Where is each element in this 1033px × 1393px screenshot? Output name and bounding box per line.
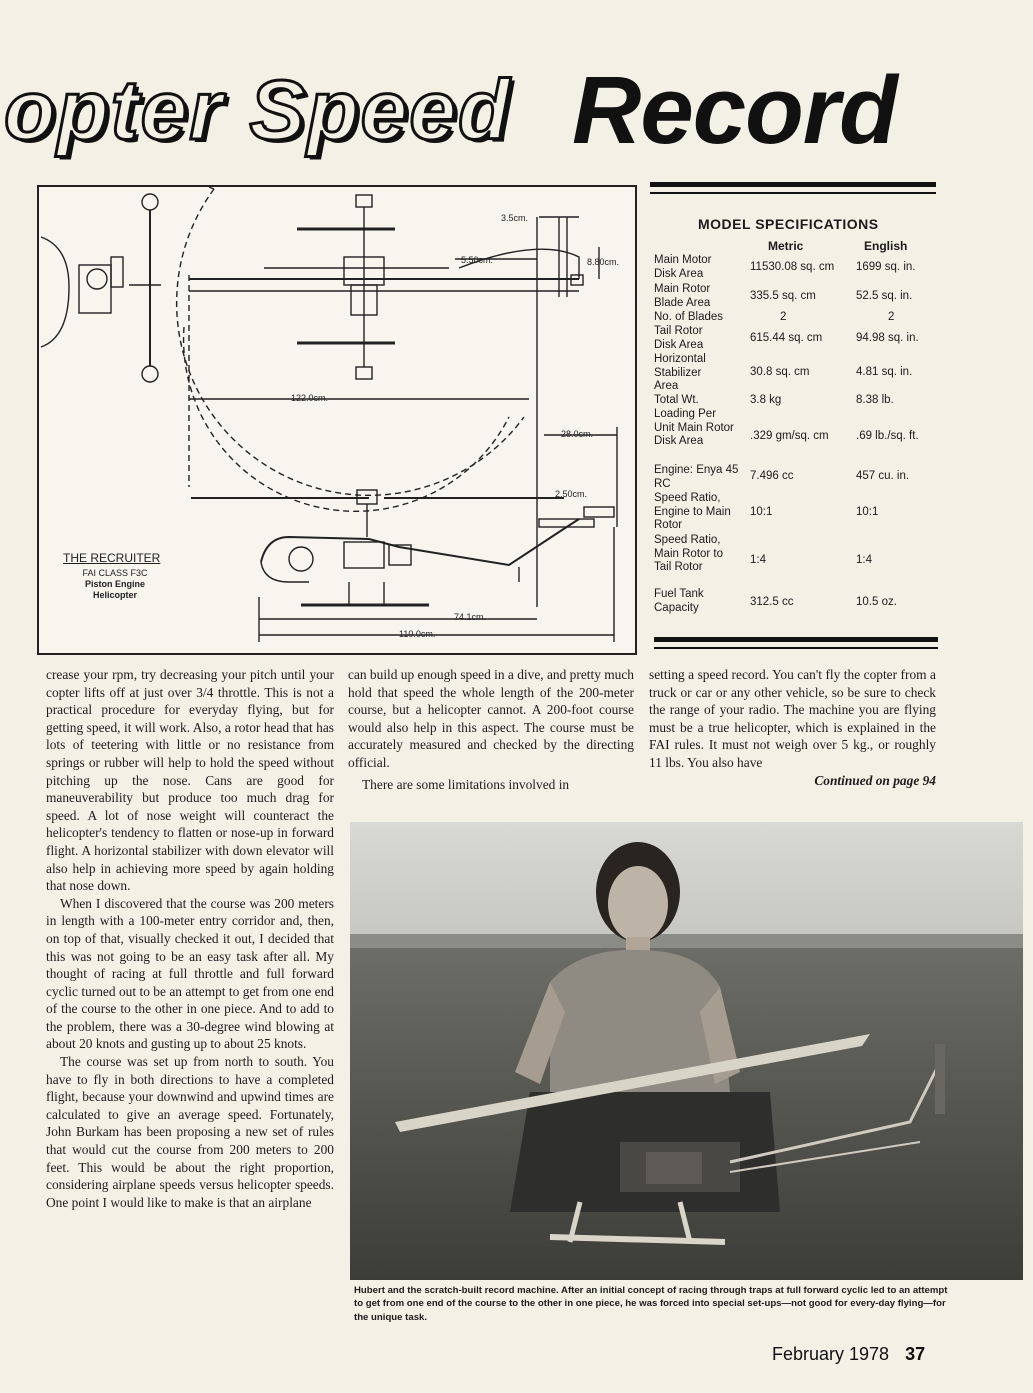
spec-metric: .329 gm/sq. cm — [750, 430, 829, 442]
spec-label: Main Motor Disk Area — [654, 254, 712, 280]
model-class: FAI CLASS F3C — [82, 568, 148, 578]
spec-english: 52.5 sq. in. — [856, 290, 913, 302]
dim-label: 28.0cm. — [561, 429, 594, 439]
col-header-english: English — [864, 239, 908, 253]
page-footer — [772, 1344, 925, 1365]
spec-metric: 7.496 cc — [750, 470, 794, 482]
dim-label: 8.80cm. — [587, 257, 620, 267]
model-class-block — [63, 568, 167, 601]
spec-english: 457 cu. in. — [856, 470, 910, 482]
model-type-line: Piston Engine — [84, 579, 145, 589]
spec-english: 10.5 oz. — [856, 596, 897, 608]
spec-metric: 1:4 — [750, 554, 766, 566]
headline-bold-text: Record — [572, 57, 897, 164]
issue-date: February 1978 — [772, 1344, 890, 1364]
spec-metric: 615.44 sq. cm — [750, 332, 823, 344]
dim-label: 122.0cm. — [291, 393, 329, 403]
paragraph: The course was set up from north to south. You have to fly in both directions to have a completed flight, because your downwind and upwind times are calculated to give an average speed. Fortunately, John Burkam has been proposing a new set of rules that would cut the course from 200 meters to 200 feet. This would be about the right proportion, considering airplane speeds versus helicopter speeds. One point I would like to make is that an airplane — [46, 1054, 334, 1210]
dim-label: 5.50cm. — [461, 255, 494, 265]
article-column-3 — [649, 666, 936, 789]
spec-label: Speed Ratio, Main Rotor to Tail Rotor — [654, 534, 724, 573]
helicopter-diagram — [37, 185, 637, 655]
spec-label: Tail Rotor Disk Area — [654, 325, 704, 351]
spec-english: 94.98 sq. in. — [856, 332, 919, 344]
paragraph: crease your rpm, try decreasing your pitch until your copter lifts off at just over 3/4 throttle. This is not a practical procedure for everyday flying, but for getting speed, it will work. Also, a rotor head that has lots of teetering with little or no resistance from springs or rubber will help to hold the speed without pitching up the nose. Cans are good for maneuverability but produce too much drag for speed. A lot of nose weight will counteract the helicopter's tendency to flatten or nose-up in forward flight. A horizontal stabilizer with down elevator will also help in achieving more speed by again holding that nose down. — [46, 667, 334, 894]
spec-label: Engine: Enya 45 RC — [654, 464, 739, 490]
spec-metric: 312.5 cc — [750, 596, 794, 608]
spec-metric: 335.5 sq. cm — [750, 290, 816, 302]
model-specifications — [650, 182, 938, 652]
dim-label: 110.0cm. — [399, 629, 436, 639]
spec-label: Fuel Tank Capacity — [654, 588, 704, 614]
spec-english: 8.38 lb. — [856, 394, 894, 406]
rule-top — [650, 182, 936, 194]
article-photo — [350, 822, 1023, 1280]
spec-english: 4.81 sq. in. — [856, 366, 913, 378]
spec-label: Loading Per Unit Main Rotor Disk Area — [654, 408, 734, 447]
spec-english: 2 — [888, 311, 895, 323]
continued-note: Continued on page 94 — [814, 772, 936, 788]
rule-bottom — [654, 637, 938, 649]
headline-outline-text: opter Speed — [4, 63, 512, 157]
paragraph: setting a speed record. You can't fly the copter from a truck or car or any other vehicle, so be sure to check the range of your radio. The machine you are flying must be a true helicopter, which is explained in the FAI rules. It must not weigh over 5 kg., or roughly 11 lbs. You also have — [649, 667, 936, 770]
dim-label: 3.5cm. — [501, 213, 529, 223]
spec-label: Horizontal Stabilizer Area — [654, 353, 706, 392]
spec-english: 10:1 — [856, 506, 879, 518]
model-type-line: Helicopter — [92, 590, 137, 600]
paragraph: There are some limitations involved in — [362, 776, 570, 792]
article-headline — [0, 56, 1033, 164]
spec-metric: 11530.08 sq. cm — [750, 261, 835, 273]
article-column-1 — [46, 666, 334, 1211]
spec-english: .69 lb./sq. ft. — [856, 430, 919, 442]
spec-metric: 3.8 kg — [750, 394, 782, 406]
photo-illustration — [350, 822, 1023, 1280]
paragraph: When I discovered that the course was 200 meters in length with a 100-meter entry corridor and, then, on top of that, visually checked it out, I decided that this was not going to be an easy task after all. My thought of racing at full throttle and full forward cyclic turned out to be an attempt to get from one end of the course to the other in one piece. And to add to the problem, there was a 30-degree wind blowing at about 20 knots and gusting up to about 25 knots. — [46, 895, 334, 1052]
spec-metric: 10:1 — [750, 506, 773, 518]
spec-metric: 2 — [780, 311, 787, 323]
spec-english: 1699 sq. in. — [856, 261, 916, 273]
spec-label: No. of Blades — [654, 311, 724, 323]
specs-title: MODEL SPECIFICATIONS — [698, 216, 879, 232]
model-name: THE RECRUITER — [63, 551, 161, 565]
spec-label: Main Rotor Blade Area — [654, 283, 711, 309]
spec-label: Total Wt. — [654, 394, 699, 406]
photo-caption: Hubert and the scratch-built record machine. After an initial concept of racing through traps at full forward cyclic led to an attempt to get from one end of the course to the other in one piece, he was forced into special set-ups—not good for every-day flying—for the unique task. — [354, 1285, 948, 1323]
article-column-2 — [348, 666, 634, 793]
spec-label: Speed Ratio, Engine to Main Rotor — [654, 492, 731, 531]
dim-label: 74.1cm. — [454, 612, 487, 622]
spec-metric: 30.8 sq. cm — [750, 366, 810, 378]
dim-label: 2.50cm. — [555, 489, 588, 499]
page-number: 37 — [905, 1344, 926, 1364]
paragraph: can build up enough speed in a dive, and pretty much hold that speed the whole length of the 200-meter course, but a helicopter cannot. A 200-foot course would also help in this aspect. The course must be accurately measured and checked by the directing official. — [348, 667, 634, 770]
spec-english: 1:4 — [856, 554, 872, 566]
col-header-metric: Metric — [768, 239, 804, 253]
